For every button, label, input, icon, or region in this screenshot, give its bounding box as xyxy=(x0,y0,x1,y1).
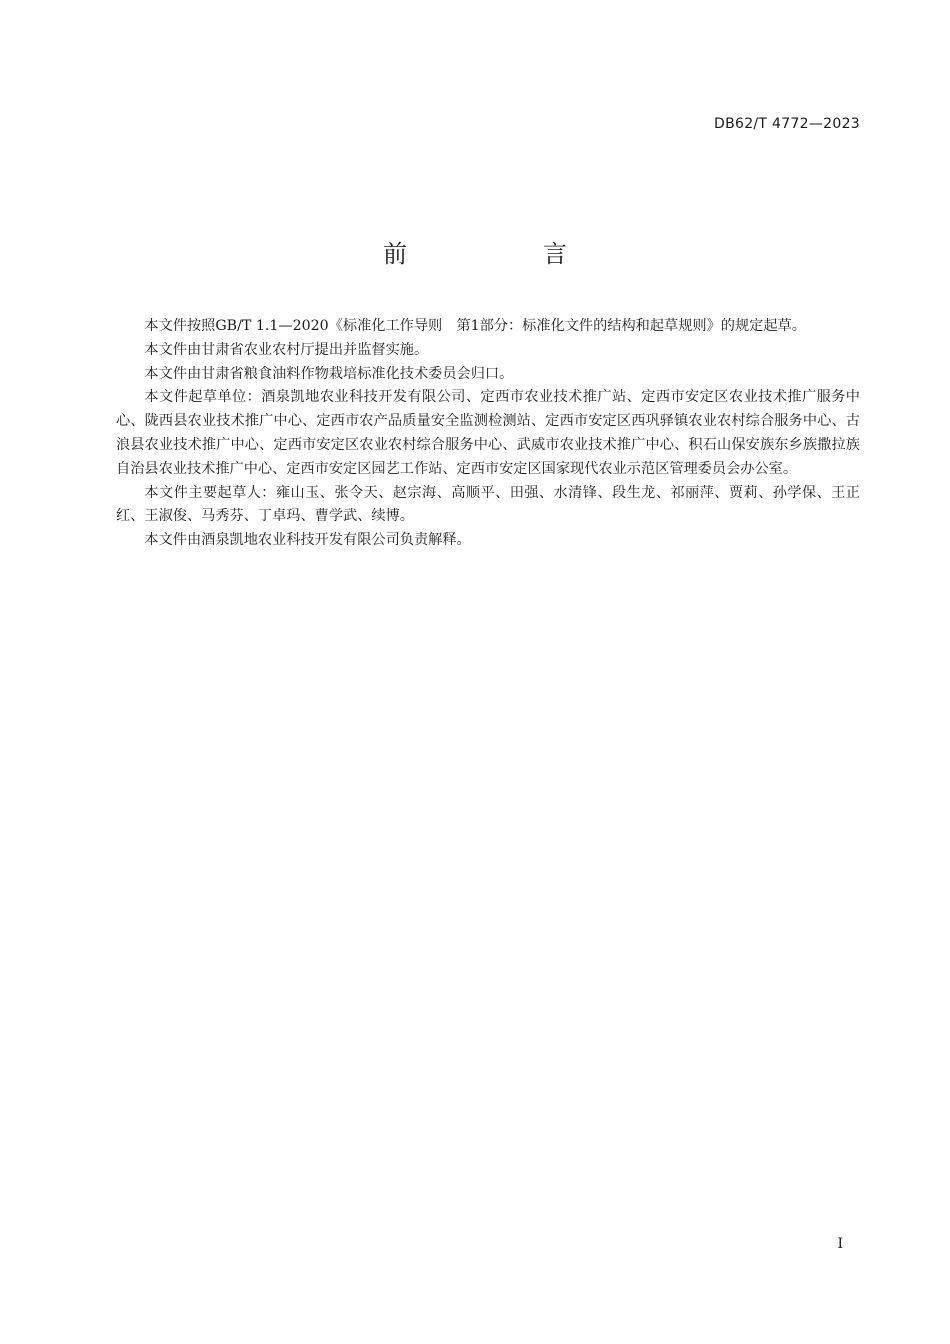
paragraph-centralized-unit: 本文件由甘肃省粮食油料作物栽培标准化技术委员会归口。 xyxy=(144,365,514,382)
paragraph-main-drafters: 本文件主要起草人：雍山玉、张令天、赵宗海、高顺平、田强、水清锋、段生龙、祁丽萍、贾莉、孙学保、王正红、王淑俊、马秀芬、丁卓玛、曹学武、续博。 xyxy=(116,484,860,525)
standard-code: DB62/T 4772—2023 xyxy=(714,116,860,132)
paragraph-drafting-basis: 本文件按照GB/T 1.1—2020《标准化工作导则 第1部分：标准化文件的结构和起草规则》的规定起草。 xyxy=(144,318,806,334)
page-number: I xyxy=(837,1236,843,1252)
page-title: 前 言 xyxy=(383,240,623,268)
paragraph-interpretation: 本文件由酒泉凯地农业科技开发有限公司负责解释。 xyxy=(144,532,471,549)
paragraph-proposer: 本文件由甘肃省农业农村厅提出并监督实施。 xyxy=(144,341,429,358)
paragraph-drafting-units: 本文件起草单位：酒泉凯地农业科技开发有限公司、定西市农业技术推广站、定西市安定区农业技术推广服务中心、陇西县农业技术推广中心、定西市农产品质量安全监测检测站、定西市安定区西巩驿镇农业农村综合服务中心、古浪县农业技术推广中心、定西市安定区农业农村综合服务中心、武威市农业技术推广中心、积石山保安族东乡族撒拉族自治县农业技术推广中心、定西市安定区园艺工作站、定西市安定区国家现代农业示范区管理委员会办公室。 xyxy=(116,389,860,477)
foreword-body xyxy=(116,315,860,553)
